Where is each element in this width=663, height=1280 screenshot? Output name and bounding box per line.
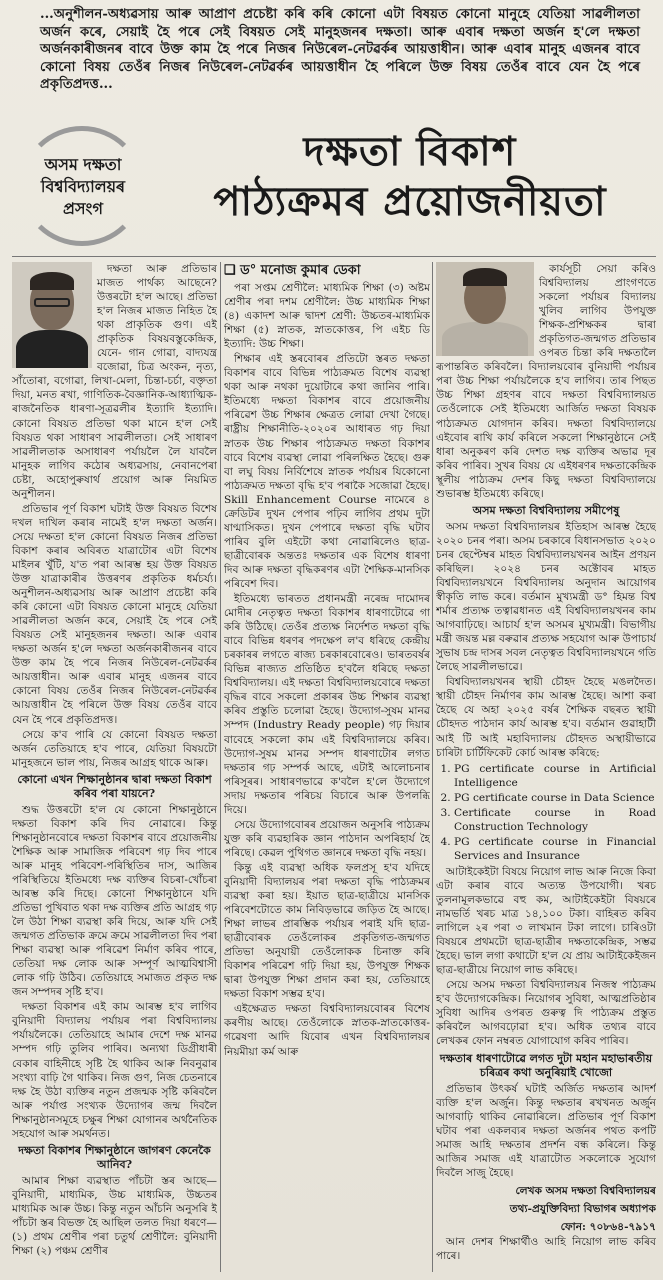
course-item: 1. PG certificate course in Artificial Intelligence bbox=[454, 762, 656, 790]
headline-line-1: দক্ষতা বিকাশ bbox=[303, 129, 517, 175]
byline: ❑ ড° মনোজ কুমাৰ ডেকা bbox=[224, 263, 361, 278]
course-item: 3. Certificate course in Road Construction Technology bbox=[454, 806, 656, 834]
paragraph: শিক্ষাৰ এই স্তৰবোৰৰ প্ৰতিটো স্তৰত দক্ষতা বিকাশৰ বাবে বিভিন্ন পাঠ্যক্ৰমত বিশেষ ব্যৱস্থা থকা আৰু নথকা দুয়োটাৰে কথা জানিব পাৰি। ইতিমধ্যে দক্ষতা বিকাশৰ বাবে প্ৰয়োজনীয় পৰিৱেশ উচ্চ শিক্ষাৰ ক্ষেত্ৰত লোৱা দেখা গৈছে। ৰাষ্ট্ৰীয় শিক্ষানীতি-২০২০ৰ আধাৰত গঢ় দিয়া স্নাতক উচ্চ শিক্ষাৰ পাঠ্যক্ৰমত দক্ষতা বিকাশৰ বাবে বিশেষ ব্যৱস্থা লোৱা পৰিলক্ষিত হৈছে। গুৰু বা লঘু বিষয় নিৰ্বিশেষে স্নাতক পৰ্যায়ৰ যিকোনো পাঠ্যক্ৰমত দক্ষতা বৃদ্ধি হ'ব পৰাকৈ সজোৱা হৈছে। Skill Enhancement Course নামেৰে ৪ ক্ৰেডিটৰ দুখন পেপাৰ পঢ়িব লাগিব প্ৰথম দুটা ষাণ্মাসিকত। দুখন পেপাৰে দক্ষতা বৃদ্ধি ঘটাব পাৰিব বুলি এইটো কথা নোৱাৰিলেও ছাত্ৰ-ছাত্ৰীবোৰক অন্ততঃ দক্ষতাৰ এক বিশেষ ধাৰণা দিব আৰু দক্ষতা বৃদ্ধিকৰণৰ এটা শৈক্ষিক-মানসিক পৰিবেশ দিব। bbox=[224, 353, 430, 590]
author-photo bbox=[12, 262, 92, 368]
author-signature: লেখক অসম দক্ষতা বিশ্ববিদ্যালয়ৰ bbox=[515, 1184, 656, 1197]
paragraph: সেয়ে অসম দক্ষতা বিশ্ববিদ্যালয়ৰ নিজস্ব পাঠ্যক্ৰম হ'ব উদ্যোগকেন্দ্ৰিক। নিয়োগৰ সুবিধা, আত্মপ্ৰতিষ্ঠাৰ সুবিধা আদিৰ ওপৰত গুৰুত্ব দি পাঠ্যক্ৰম প্ৰস্তুত কৰিবলৈ আগবঢ়োৱা হ'ব। অধিক তথ্যৰ বাবে লেখকৰ ফোন নম্বৰত যোগাযোগ কৰিব পাৰিব। bbox=[436, 979, 656, 1048]
header-divider bbox=[12, 256, 656, 257]
series-badge bbox=[18, 126, 148, 246]
campus-photo bbox=[436, 262, 534, 356]
paragraph: প্ৰতিভাৰ পূৰ্ণ বিকাশ ঘটাই উক্ত বিষয়ত বিশেষ দখল দাখিল কৰাৰ নামেই হ'ল দক্ষতা অৰ্জন। সেয়ে দক্ষতা হ'ল কোনো বিষয়ত নিজৰ প্ৰতিভা বিকাশ কৰাৰ অবিৰত যাত্ৰাটোৰ এটা বিশেষ মাইলৰ খুঁটি, য'ত পৰা আৰম্ভ হয় উক্ত বিষয়ত উক্ত যাত্ৰাকাৰীৰ উত্তৰণৰ প্ৰকৃতিক ধৰ্মচৰ্য্য। অনুশীলন-অধ্যৱসায় আৰু আপ্ৰাণ প্ৰচেষ্টা কৰি কৰি কোনো এটা বিষয়ত কোনো মানুহে যেতিয়া সাৱলীলতা অৰ্জন কৰে, সেয়াই হৈ পৰে সেই বিষয়ত সেই মানুহজনৰ দক্ষতা। আৰু এবাৰ দক্ষতা অৰ্জন হ'লে দক্ষতা অৰ্জনকাৰীজনৰ বাবে উক্ত কাম হৈ পৰে নিজৰ নিউৰেল-নেটৱৰ্কৰ আয়ত্তাধীন। আৰু এবাৰ মানুহ এজনৰ বাবে কোনো বিষয় তেওঁৰ নিজৰ নিউৰেল-নেটৱৰ্কৰ আয়ত্তাধীন হৈ পৰিলে উক্ত বিষয় তেওঁৰ বাবে যেন হৈ পৰে প্ৰকৃতিপ্ৰদত্ত। bbox=[12, 502, 217, 726]
article-column-1 bbox=[12, 262, 217, 1280]
subheading: দক্ষতাৰ ধাৰণাটোৱে লগত দুটা মহান মহাভাৰতীয় চৰিত্ৰৰ কথা অনুৰিয়াই খোজো bbox=[439, 1051, 653, 1079]
intro-blurb bbox=[40, 6, 640, 94]
subheading: অসম দক্ষতা বিশ্ববিদ্যালয় সমীপেষু bbox=[472, 503, 620, 517]
paragraph: সেয়ে ক'ব পাৰি যে কোনো বিষয়ত দক্ষতা অৰ্জন তেতিয়াহে হ'ব পাৰে, যেতিয়া বিষয়টো মানুহজনে ভাল পায়, নিজৰ আগ্ৰহ থাকে আৰু। bbox=[12, 728, 217, 769]
author-phone: ফোন: ৭০৮৬৪-৭৯১৭ bbox=[560, 1220, 656, 1233]
headline-line-2: পাঠ্যক্ৰমৰ প্ৰয়োজনীয়তা bbox=[213, 179, 607, 225]
paragraph: শুদ্ধ উত্তৰটো হ'ল যে কোনো শিক্ষানুষ্ঠানে দক্ষতা বিকাশ কৰি দিব নোৱাৰে। কিন্তু শিক্ষানুষ্ঠানবোৰে দক্ষতা বিকাশৰ বাবে প্ৰয়োজনীয় শৈক্ষিক আৰু সামাজিক পৰিবেশ গঢ় দিব পাৰে আৰু মানুহ পৰিবেশ-পৰিস্থিতিৰ দাস, আজিৰ পৰিস্থিতিয়ে ইতিমধ্যে দক্ষ ব্যক্তিৰ বিচৰা-খোঁচৰা আৰম্ভ কৰি দিছে। কোনো শিক্ষানুষ্ঠানে যদি প্ৰতিভা পুখিবাত থকা দক্ষ ব্যক্তিৰ প্ৰতি আগ্ৰহ গঢ় লৈ উঠা শিক্ষা ব্যৱস্থা কৰি দিয়ে, আৰু যদি সেই জন্মগত প্ৰতিভাক ক্ৰমে ক্ৰমে সাৱলীলতা দিব পৰা শিক্ষা ব্যৱস্থা আৰু পৰিৱেশ নিৰ্মাণ কৰিব পাৰে, তেতিয়া দক্ষ লোক আৰু সম্পূৰ্ণ আত্মবিশ্বাসী লোক গঢ়ি উঠিব। তেতিয়াহে সমাজত প্ৰকৃত দক্ষ জন সম্পদৰ সৃষ্টি হ'ব। bbox=[12, 803, 217, 999]
paragraph: আন দেশৰ শিক্ষাৰ্থীও আহি নিয়োগ লাভ কৰিব পাৰে। bbox=[436, 1236, 656, 1263]
subheading: কোনো এখন শিক্ষানুষ্ঠানৰ দ্বাৰা দক্ষতা বিকাশ কৰিব পৰা যায়নে? bbox=[17, 772, 212, 800]
column-divider bbox=[432, 262, 433, 1272]
paragraph: আটাইকেইটা বিষয়ে নিয়োগ লাভ আৰু নিজে কিবা এটা কৰাৰ বাবে অত্যন্ত উপযোগী। খৰচ তুলনামূলকভাৱে বহু কম, আটাইকেইটা বিষয়ৰে নামভৰ্তি খৰচ মাত্ৰ ১৪,১০০ টকা। বাহিৰত কৰিব লাগিলে ২ৰ পৰা ৩ লাখমান টকা লাগে। চাৰিওটা বিষয়ৰে প্ৰথমটো ছাত্ৰ-ছাত্ৰীৰ দক্ষতাকেন্দ্ৰিক, সম্ভৱ হৈছে। ভাল লগা কথাটো হ'ল যে প্ৰায় আটাইকেইজন ছাত্ৰ-ছাত্ৰীয়ে নিয়োগ লাভ কৰিছে। bbox=[436, 865, 656, 977]
paragraph: কিন্তু এই ব্যৱস্থা অধিক ফলপ্ৰসূ হ'ব যদিহে বুনিয়াদী বিদ্যালয়ৰ পৰা দক্ষতা বৃদ্ধি পাঠ্যক্ৰমৰ ব্যৱস্থা কৰা হয়। ইয়াত ছাত্ৰ-ছাত্ৰীয়ে মানসিক পৰিবেশটোতে কাম নিবিড়ভাৱে জড়িত হৈ আছে। শিক্ষা লাভৰ প্ৰাৰম্ভিক পৰ্যায়ৰ পৰাই যদি ছাত্ৰ-ছাত্ৰীবোৰক তেওঁলোকৰ প্ৰকৃতিগত-জন্মগত প্ৰতিভা অনুযায়ী তেওঁলোকক চিনাক্ত কৰি বিকাশৰ পৰিৱেশ গঢ়ি দিয়া হয়, উপযুক্ত শিক্ষক দ্বাৰা উপযুক্ত শিক্ষা প্ৰদান কৰা হয়, তেতিয়াহে দক্ষতা বিকাশ সম্ভৱ হ'ব। bbox=[224, 861, 430, 1001]
subheading: দক্ষতা বিকাশৰ শিক্ষানুষ্ঠানে জাগৰণ কেনেকৈ আনিব? bbox=[18, 1143, 211, 1171]
paragraph: বিশ্ববিদ্যালয়খনৰ স্থায়ী চৌহদ হৈছে মঙলদৈত। স্থায়ী চৌহদ নিৰ্মাণৰ কাম আৰম্ভ হৈছে। আশা কৰা হৈছে যে অহা ২০২৫ বৰ্ষৰ শৈক্ষিক বছৰত স্থায়ী চৌহদত পাঠদান কাৰ্য আৰম্ভ হ'ব। বৰ্তমান গুৱাহাটী আই টি আই মহাবিদ্যালয় চৌহদত অস্থায়ীভাৱে চাৰিটা চাৰ্টিফিকেট কোৰ্চ আৰম্ভ কৰিছে: bbox=[436, 676, 656, 759]
badge-text bbox=[18, 154, 148, 220]
paragraph: আমাৰ শিক্ষা ব্যৱস্থাত পাঁচটা স্তৰ আছে— বুনিয়াদী, মাধ্যমিক, উচ্চ মাধ্যমিক, উচ্চতৰ মাধ্যমিক আৰু উচ্চ। কিন্তু নতুন আঁচনি অনুসৰি ই পাঁচটা স্তৰ বিভক্ত হৈ আছিল তলত দিয়া ধৰণে—(১) প্ৰথম শ্ৰেণীৰ পৰা চতুৰ্থ শ্ৰেণীলৈ: বুনিয়াদী শিক্ষা (২) পঞ্চম শ্ৰেণীৰ bbox=[12, 1174, 217, 1258]
headline bbox=[170, 128, 650, 228]
paragraph: সেয়ে উদ্যোগবোৰৰ প্ৰয়োজন অনুসৰি পাঠ্যক্ৰম যুক্ত কৰি ব্যৱহাৰিক জ্ঞান পাঠদান অপৰিহাৰ্য হৈ পৰিছে। কেৱল পুথিগত জ্ঞানৰে দক্ষতা বৃদ্ধি নহয়। bbox=[224, 818, 430, 859]
course-item: 2. PG certificate course in Data Science bbox=[454, 791, 656, 805]
article-column-3 bbox=[436, 262, 656, 1280]
intro-text: ...অনুশীলন-অধ্যৱসায় আৰু আপ্ৰাণ প্ৰচেষ্টা কৰি কৰি কোনো এটা বিষয়ত কোনো মানুহে যেতিয়া সাৱলীলতা অৰ্জন কৰে, সেয়াই হৈ পৰে সেই বিষয়ত সেই মানুহজনৰ দক্ষতা। আৰু এবাৰ দক্ষতা অৰ্জন হ'লে দক্ষতা অৰ্জনকাৰীজনৰ বাবে উক্ত কাম হৈ পৰে নিজৰ নিউৰেল-নেটৱৰ্কৰ আয়ত্তাধীন। আৰু এবাৰ মানুহ এজনৰ বাবে কোনো বিষয় তেওঁৰ নিজৰ নিউৰেল-নেটৱৰ্কৰ আয়ত্তাধীন হৈ পৰিলে উক্ত বিষয় তেওঁৰ বাবে যেন হৈ পৰে প্ৰকৃতিপ্ৰদত্ত... bbox=[40, 7, 640, 93]
paragraph: দক্ষতা আৰু প্ৰতিভাৰ মাজত পাৰ্থক্য আছেনে? উত্তৰটো হ'ল আছে। প্ৰতিভা হ'ল নিজৰ মাজত নিহিত হৈ থকা প্ৰাকৃতিক গুণ। এই প্ৰাকৃতিক বিষয়বস্তুকেন্দ্ৰিক, যেনে- গান গোৱা, বাদ্যযন্ত্ৰ বজোৱা, চিত্ৰ অংকন, নৃত্য, সাঁতোৰা, বগোৱা, লিখা-মেলা, চিন্তা-চৰ্চা, বক্তৃতা দিয়া, মনত ৰখা, গাণিতিক-বৈজ্ঞানিক-আধ্যাত্মিক-ৰাজনৈতিক ধাৰণা-সূত্ৰৱলীৰ ইত্যাদি ইত্যাদি। কোনো বিষয়ত প্ৰতিভা থকা মানে হ'ল সেই বিষয়ত থকা সাধাৰণ সাৱলীলতা। সেই সাধাৰণ সাৱলীলতাক অসাধাৰণ পৰ্যায়লৈ লৈ যাবলৈ মানুহক লাগিব কঠোৰ অধ্যৱসায়, নেবানপেৰা চেষ্টা, অহোপুৰুষাৰ্থ প্ৰয়োগ আৰু নিয়মিত অনুশীলন। bbox=[12, 263, 217, 500]
paragraph: পৰা সপ্তম শ্ৰেণীলৈ: মাধ্যমিক শিক্ষা (৩) অষ্টম শ্ৰেণীৰ পৰা দশম শ্ৰেণীলৈ: উচ্চ মাধ্যমিক শিক্ষা (৪) একাদশ আৰু দ্বাদশ শ্ৰেণী: উচ্চতৰ-মাধ্যমিক শিক্ষা (৫) স্নাতক, স্নাতকোত্তৰ, পি এইচ ডি ইত্যাদি: উচ্চ শিক্ষা। bbox=[224, 282, 430, 351]
badge-line-1: অসম দক্ষতা bbox=[44, 155, 122, 174]
paragraph: প্ৰতিভাৰ উৎকৰ্ষ ঘটাই অৰ্জিত দক্ষতাৰ আদৰ্শ ব্যক্তি হ'ল অৰ্জুন। কিন্তু দক্ষতাৰ ৰখখনত অৰ্জুন আগবাঢ়ি থাকিব নোৱাৰিলে। প্ৰতিভাৰ পূৰ্ণ বিকাশ ঘটাব পৰা একলব্যৰ দক্ষতা অৰ্জনৰ পথত কপটি সমাজ আহি দক্ষতাৰ প্ৰদৰ্শন বন্ধ কৰিলে। কিন্তু আজিৰ সমাজ এই যাত্ৰাটোত সকলোকে সুযোগ দিবলৈ সাজু হৈছে। bbox=[436, 1082, 656, 1179]
badge-line-2: বিশ্ববিদ্যালয়ৰ bbox=[40, 177, 126, 196]
paragraph: ইতিমধ্যে ভাৰতত প্ৰধানমন্ত্ৰী নৰেন্দ্ৰ দামোদৰ মোদীৰ নেতৃত্বত দক্ষতা বিকাশৰ ধাৰণাটোৱে গা কৰি উঠিছে। তেওঁৰ প্ৰত্যক্ষ নিৰ্দেশত দক্ষতা বৃদ্ধি বাবে বিভিন্ন ধৰণৰ পদক্ষেপ ল'ব ধৰিছে কেন্দ্ৰীয় চৰকাৰৰ লগতে ৰাজ্য চৰকাৰবোৰেও। ভাৰতবৰ্ষৰ বিভিন্ন ৰাজ্যত প্ৰতিষ্ঠিত হ'বলৈ ধৰিছে দক্ষতা বিশ্ববিদ্যালয়। এই দক্ষতা বিশ্ববিদ্যালয়বোৰে দক্ষতা বৃদ্ধিৰ বাবে সকলো প্ৰকাৰৰ উচ্চ শিক্ষাৰ ব্যৱস্থা কৰিব প্ৰস্তুতি চলোৱা হৈছে। উদ্যোগ-সুষম মানৱ সম্পদ (Industry Ready people) গঢ় দিয়াৰ বাবেহে সকলো কাম এই বিশ্ববিদ্যালয়ে কৰিব। উদ্যোগ-সুষম মানৱ সম্পদ ধাৰণাটোৰ লগত দক্ষতাৰ গঢ় সম্পৰ্ক আছে, এটাই আলোচনাৰ পৰিসূৰৰ। সাধাৰণভাৱে ক'বলৈ হ'লে উদ্যোগে সদায় দক্ষতাৰ পৰিচয় বিচাৰে আৰু উপলব্ধি দিয়ে। bbox=[224, 593, 430, 816]
paragraph: দক্ষতা বিকাশৰ এই কাম আৰম্ভ হ'ব লাগিব বুনিয়াদী বিদ্যালয় পৰ্যায়ৰ পৰা বিশ্ববিদ্যালয় পৰ্যায়লৈকে। তেতিয়াহে আমাৰ দেশে দক্ষ মানৱ সম্পদ গঢ়ি তুলিব পাৰিব। অন্যথা ডিগ্ৰীধাৰী বেকাৰ বাহিনীহে সৃষ্টি হৈ থাকিব আৰু নিবনুৱাৰ সংখ্যা বাঢ়ি গৈ থাকিব। নিজ গুণ, নিজ চেতনাৰে দক্ষ হৈ উঠা ব্যক্তিৰ নতুন প্ৰজন্মক সৃষ্টি কৰিবলৈ আৰু পৰ্যাপ্ত সংখ্যক উদ্যোগৰ জন্ম দিবলৈ শিক্ষানুষ্ঠানসমূহে চক্ষুৰ শিক্ষা যোগানৰ অৰ্থনৈতিক সহযোগ আৰু সমৰ্থনত। bbox=[12, 1001, 217, 1140]
course-list bbox=[436, 762, 656, 863]
badge-line-3: প্ৰসংগ bbox=[63, 199, 103, 218]
course-item: 4. PG certificate course in Financial Services and Insurance bbox=[454, 835, 656, 863]
paragraph: অসম দক্ষতা বিশ্ববিদ্যালয়ৰ ইতিহাস আৰম্ভ হৈছে ২০২০ চনৰ পৰা। অসম চৰকাৰে বিধানসভাত ২০২০ চনৰ ছেপ্টেম্বৰ মাহত বিশ্ববিদ্যালয়খনৰ আইন প্ৰণয়ন কৰিছিল। ২০২৪ চনৰ অক্টোবৰ মাহত বিশ্ববিদ্যালয়খনে বিশ্ববিদ্যালয় অনুদান আয়োগৰ স্বীকৃতি লাভ কৰে। বৰ্তমান মুখ্যমন্ত্ৰী ড° হিমন্ত বিশ্ব শৰ্মাৰ প্ৰত্যক্ষ তত্বাৱধানত এই বিশ্ববিদ্যালয়খনৰ কাম আগবাঢ়িছে। আচাৰ্য হ'ল অসমৰ মুখ্যমন্ত্ৰী। বিভাগীয় মন্ত্ৰী জয়ন্ত মল্ল বৰুৱাৰ প্ৰত্যক্ষ সহযোগ আৰু উপাচাৰ্য সুভাষ চন্দ্ৰ দাসৰ সবল নেতৃত্বত বিশ্ববিদ্যালয়খনে গতি লৈছে সাৱলীলভাৱে। bbox=[436, 520, 656, 674]
paragraph: কাৰ্যসূচী সেয়া কৰিও বিশ্ববিদ্যালয় প্ৰাংগণতে সকলো পৰ্যায়ৰ বিদ্যালয় খুলিব লাগিব উপযুক্ত শিক্ষক-প্ৰশিক্ষকৰ দ্বাৰা প্ৰকৃতিগত-জন্মগত প্ৰতিভাৰ ওপৰত চিন্তা কৰি দক্ষতালৈ ৰূপান্তৰিত কৰিবলৈ। বিদ্যালয়বোৰ বুনিয়াদী পৰ্যায়ৰ পৰা উচ্চ শিক্ষা পৰ্যায়লৈকে হ'ব লাগিব। তাৰ পিছত উচ্চ শিক্ষা গ্ৰহণৰ বাবে দক্ষতা বিশ্ববিদ্যালয়ত তেওঁলোকে সেই ইতিমধ্যে আৰ্জিত দক্ষতা বিষয়ক পাঠ্যক্ৰমত যোগদান কৰিব। দক্ষতা বিশ্ববিদ্যালয়ে এইবোৰ ৰাখি কাৰ্য কৰিলে সকলো শিক্ষানুষ্ঠানে সেই ধাৰা অনুকৰণ কৰি দেশত দক্ষ ব্যক্তিৰ অভাৱ দূৰ কৰিব পাৰিব। সুখৰ বিষয় যে এইধৰণৰ দক্ষতাকেন্দ্ৰিক স্থূলীয় পাঠ্যক্ৰম দেশৰ কিছু দক্ষতা বিশ্ববিদ্যালয়ে শুভাৰম্ভ ইতিমধ্যে কৰিছে। bbox=[436, 263, 656, 500]
column-divider bbox=[220, 262, 221, 1272]
paragraph: এইক্ষেত্ৰত দক্ষতা বিশ্ববিদ্যালয়বোৰৰ বিশেষ কৰণীয় আছে। তেওঁলোকে স্নাতক-স্নাতকোত্তৰ-গৱেষণা আদি যিবোৰ এখন বিশ্ববিদ্যালয়ৰ নিয়মীয়া কৰ্ম আৰু bbox=[224, 1003, 430, 1058]
author-designation: তথ্য-প্ৰযুক্তিবিদ্যা বিভাগৰ অধ্যাপক bbox=[509, 1202, 656, 1215]
article-column-2 bbox=[224, 262, 430, 1280]
